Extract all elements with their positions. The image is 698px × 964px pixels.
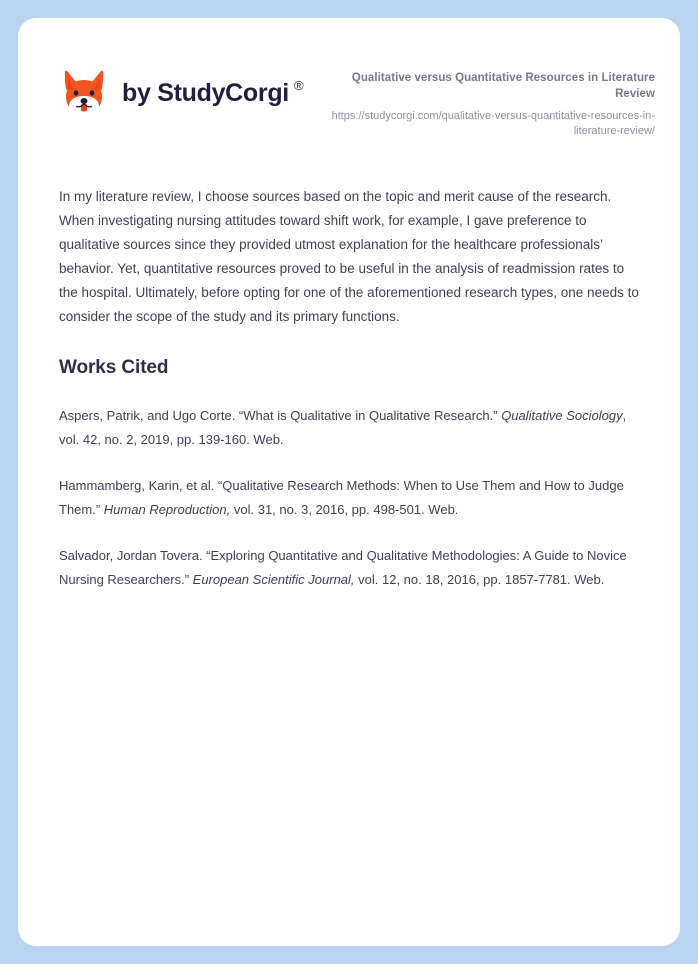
registered-trademark-icon: ® <box>293 77 304 93</box>
citation-text-after: , vol. 42, no. 2, 2019, pp. 139-160. Web. <box>59 407 627 447</box>
citation-source-title: Qualitative Sociology <box>501 407 623 423</box>
brand-logo[interactable] <box>59 62 303 118</box>
document-body <box>18 185 680 592</box>
page-title: Qualitative versus Quantitative Resources in Literature Review <box>351 72 655 101</box>
brand-wordmark-text: by StudyCorgi <box>122 78 289 107</box>
citation-text-after: vol. 12, no. 18, 2016, pp. 1857-7781. Web. <box>354 571 605 587</box>
corgi-head-icon <box>59 68 109 118</box>
brand-wordmark <box>122 77 304 107</box>
citation-entry <box>59 544 639 592</box>
citation-text-before: Salvador, Jordan Tovera. “Exploring Quantitative and Qualitative Methodologies: A Guide to Novice Nursing Researchers.” <box>59 547 627 587</box>
citation-entry <box>59 474 639 522</box>
citation-text-before: Hammamberg, Karin, et al. “Qualitative Research Methods: When to Use Them and How to Judge Them.” <box>59 477 624 517</box>
works-cited-list <box>59 404 639 592</box>
citation-entry <box>59 404 639 452</box>
citation-text-before: Aspers, Patrik, and Ugo Corte. “What is Qualitative in Qualitative Research.” <box>59 407 502 423</box>
source-url[interactable]: https://studycorgi.com/qualitative-versus-quantitative-resources-in-literature-review/ <box>331 109 655 138</box>
citation-source-title: Human Reproduction, <box>103 501 231 517</box>
document-meta <box>325 62 655 140</box>
document-page-card <box>18 18 680 946</box>
works-cited-heading: Works Cited <box>59 356 169 378</box>
body-paragraph: In my literature review, I choose sources based on the topic and merit cause of the research. When investigating nursing attitudes toward shift work, for example, I gave preference to qualitative sources since they provided utmost explanation for the healthcare professionals’ behavior. Yet, quantitative resources proved to be useful in the analysis of readmission rates to the hospital. Ultimately, before opting for one of the aforementioned research types, one needs to consider the scope of the study and its primary functions. <box>59 188 639 324</box>
citation-source-title: European Scientific Journal, <box>192 571 355 587</box>
document-header <box>18 18 680 140</box>
citation-text-after: vol. 31, no. 3, 2016, pp. 498-501. Web. <box>230 501 459 517</box>
